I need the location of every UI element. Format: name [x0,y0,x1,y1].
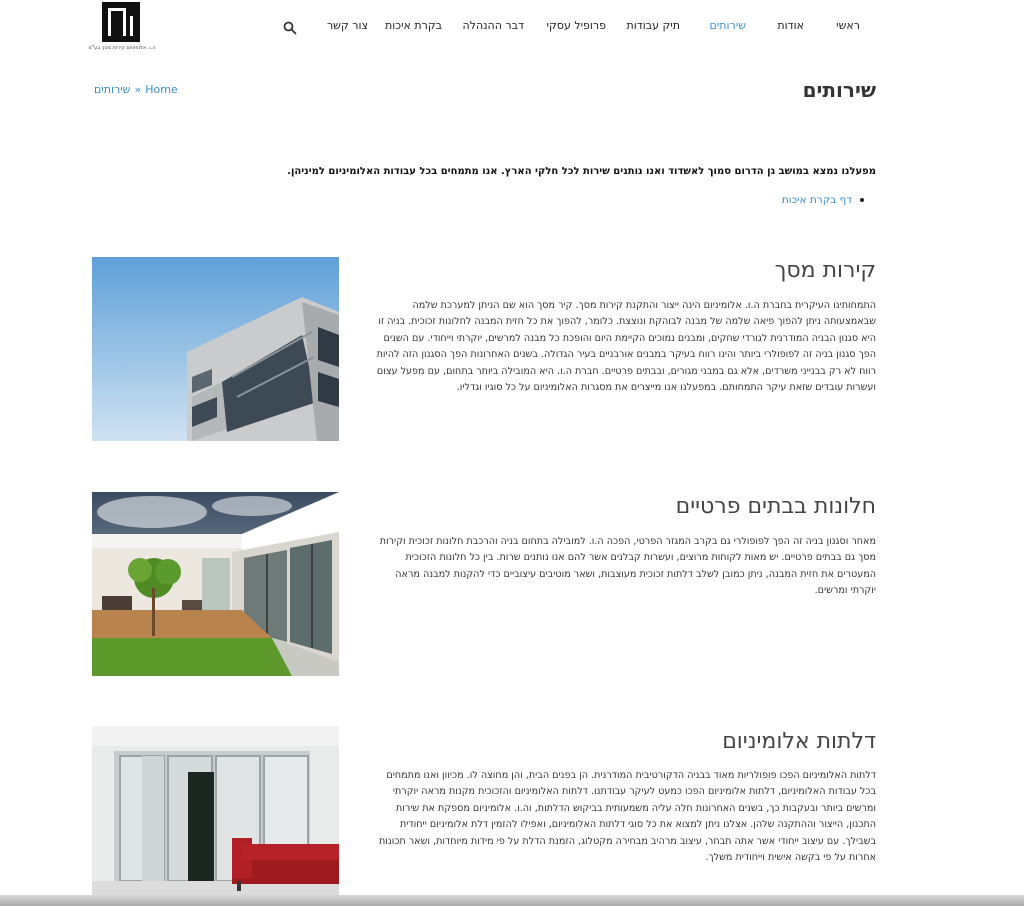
breadcrumb [94,83,178,96]
service-title-aluminum-doors: דלתות אלומיניום [722,729,876,754]
service-text-curtain-walls: התמחותינו העיקרית בחברת ה.ו. אלומיניום הינה ייצור והתקנת קירות מסך. קיר מסך הוא שם הניתן למערכת שלמה שבאמצעותה ניתן להפוך פיאה שלמה של מבנה לבוהקת ונוצצת. כלומר, להפוך את כל חזית המבנה לחלונות זכוכית. בניה זו היא סגנון הבניה המודרנית לגורדי שחקים, ומבנים נמוכים הקיימת היום והופכת כל מבנה למרשים, יוקרתי וייחודי. עם השנים הפך סגנון בניה זה לפופולרי ביותר והינו רווח בעיקר במבנים אורבניים בעיר הגדולה. בשנים האחרונות הפך הסגנון הזה להיות רווח לא רק בבנייני משרדים, אלא גם במבני מגורים, ובבתים פרטיים. חברת ה.ו. היא המובילה ביותר בתחום, עם מפעל עצום ועשרות עובדים שזאת עיקר התמחותם. במפעלנו אנו מייצרים את מסגרות האלומיניום על כל סוגיו וגדליו. [376,300,876,394]
nav-item-services[interactable]: שירותים [709,19,746,32]
nav-item-business-profile[interactable]: פרופיל עסקי [546,19,606,32]
breadcrumb-separator: » [134,83,142,96]
logo-mark [102,2,140,42]
service-text-aluminum-doors: דלתות האלומיניום הפכו פופולריות מאוד בבניה הדקורטיבית המודרנית. הן בפנים הבית, והן מחוצה לו. מכיוון ואנו מתמחים בכל עבודות האלומיניום, דלתות אלומיניום הפכו כמעט לעיקר עבודתנו. דלתות האלומיניום והזכוכית מקנות מראה יוקרתי ומרשים ביותר ובעקבות כך, בשנים האחרונות חלה עליה משמעותית בביקוש הדלתות, וה.ו. אלומיניום מספקת את שירות התכנון, הייצור וההתקנה שלהן. אצלנו ניתן למצוא את כל סוגי דלתות האלומיניום, ואפילו להזמין דלת אלומיניום ייחודית בשבילך. עם עיצוב ייחודי אשר אתה תבחר, עיצוב מרהיב מבחירה מקטלוג, הזמנת הדלת על פי מידות מיוחדות, ושאר תכונות אחרות על פי בקשה אישית וייחודית משלך. [378,770,876,864]
quick-links-list [782,194,864,206]
window-bottom-edge [0,895,1024,906]
curtain-wall-building-image [92,257,339,441]
logo-tagline: ה.ו. אלומיניום קירות מסך בע"מ [88,45,156,51]
nav-item-portfolio[interactable]: תיק עבודות [626,19,680,32]
search-icon[interactable] [283,20,297,34]
nav-item-management[interactable]: דבר ההנהלה [462,19,524,32]
breadcrumb-current: שירותים [94,83,131,96]
service-title-private-home-windows: חלונות בבתים פרטיים [675,494,876,519]
list-item [782,194,864,206]
breadcrumb-home-link[interactable]: Home [145,83,178,96]
nav-item-home[interactable]: ראשי [836,19,860,32]
private-home-windows-image [92,492,339,676]
nav-item-about[interactable]: אודות [777,19,804,32]
service-text-private-home-windows: מאחר וסגנון בניה זה הפך לפופולרי גם בקרב המגזר הפרטי, הפכה ה.ו. למובילה בתחום בניה והרכבת חלונות זכוכית וקירות מסך גם בבתים פרטיים. יש מאות לקוחות מרוצים, ועשרות קבלנים אשר להם אנו נותנים שרות. בין כל חלונות הזכוכית המעטרים את חזית המבנה, ניתן כמובן לשלב דלתות זכוכית מעוצבות, ושאר מוטיבים עיצוביים כדי להקנות למבנה מראה יוקרתי ומרשים. [379,536,876,597]
site-logo[interactable] [88,2,156,54]
bullet-icon [860,198,864,202]
main-nav [326,19,860,35]
quality-control-link[interactable]: דף בקרת איכות [781,194,852,206]
nav-item-contact[interactable]: צור קשר [326,19,368,32]
nav-item-quality-control[interactable]: בקרת איכות [385,19,442,32]
intro-text: מפעלנו נמצא במושב גן הדרום סמוך לאשדוד ואנו נותנים שירות לכל חלקי הארץ. אנו מתמחים בכל עבודות האלומיניום למיניהן. [287,166,876,177]
service-title-curtain-walls: קירות מסך [774,258,876,283]
page-title: שירותים [802,78,876,102]
aluminum-doors-image [92,726,339,895]
